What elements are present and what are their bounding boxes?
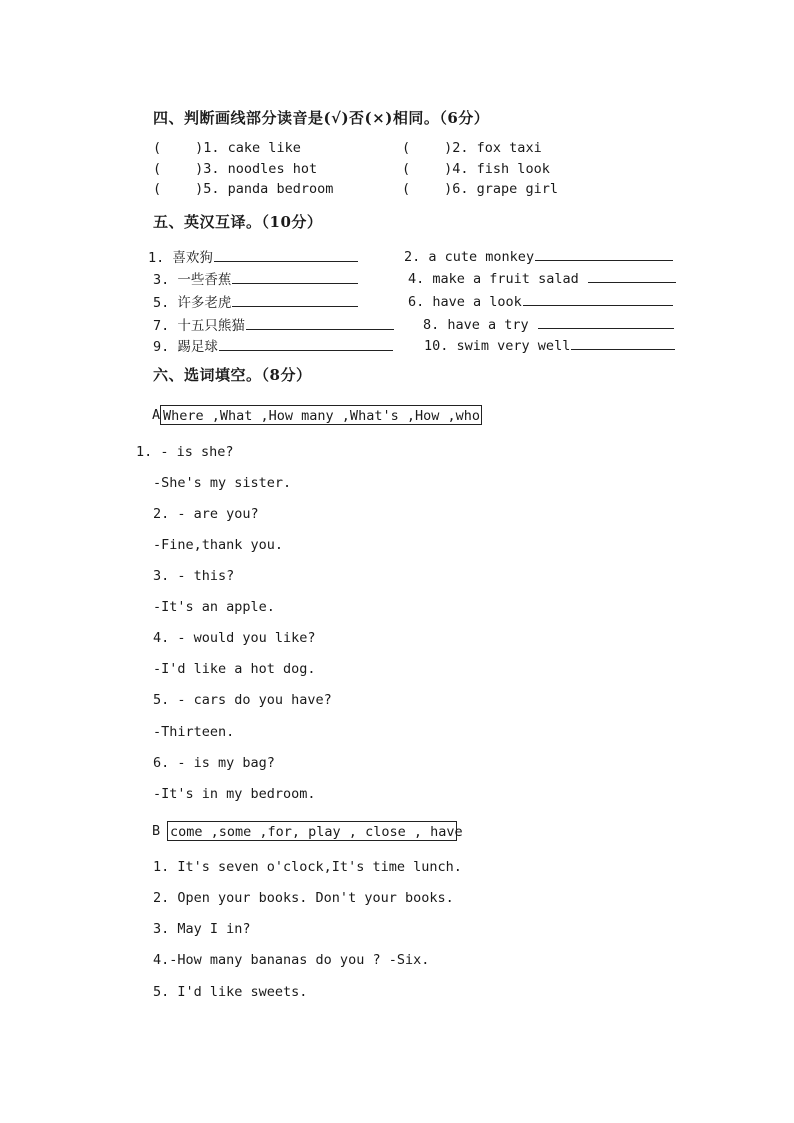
partA-word-bank: Where ,What ,How many ,What's ,How ,who <box>160 405 482 425</box>
s4-item-2 <box>402 140 542 156</box>
section6-title: 六、选词填空。（8分） <box>153 366 312 384</box>
item-num: 6. <box>408 294 425 310</box>
answer-blank[interactable] <box>219 336 393 351</box>
item-text: a cute monkey <box>428 249 535 265</box>
partA-line-6: -It's an apple. <box>153 599 275 615</box>
paren: ( <box>402 181 411 197</box>
s5-item-3 <box>153 268 358 288</box>
partA-line-11: 6. - is my bag? <box>153 755 275 771</box>
item-text: 喜欢狗 <box>172 250 213 266</box>
partA-line-4: -Fine,thank you. <box>153 537 284 553</box>
item-num: 7. <box>153 318 170 334</box>
s5-item-9 <box>153 335 393 355</box>
s5-item-2 <box>404 246 673 265</box>
item-num: 5. <box>153 295 170 311</box>
s5-item-8 <box>423 314 674 333</box>
item-text: panda bedroom <box>227 181 334 197</box>
partA-line-8: -I'd like a hot dog. <box>153 661 316 677</box>
s5-item-5 <box>153 291 358 311</box>
item-num: 2. <box>404 249 421 265</box>
item-num: 10. <box>424 338 449 354</box>
item-text: noodles hot <box>227 161 318 177</box>
s4-item-5 <box>153 181 333 197</box>
partB-line-5: 5. I'd like sweets. <box>153 984 308 1000</box>
answer-blank[interactable] <box>214 247 358 262</box>
partA-letter: A <box>152 407 161 423</box>
item-num: )3. <box>195 161 220 177</box>
item-text: fish look <box>476 161 550 177</box>
s4-item-6 <box>402 181 558 197</box>
partA-line-7: 4. - would you like? <box>153 630 316 646</box>
partB-line-3: 3. May I in? <box>153 921 251 937</box>
s4-item-4 <box>402 161 550 177</box>
item-num: )4. <box>444 161 469 177</box>
answer-blank[interactable] <box>588 268 676 283</box>
paren: ( <box>153 161 162 177</box>
s5-item-4 <box>408 268 676 287</box>
answer-blank[interactable] <box>538 314 674 329</box>
item-num: )1. <box>195 140 220 156</box>
item-num: 4. <box>408 271 425 287</box>
paren: ( <box>153 140 162 156</box>
item-num: 8. <box>423 317 440 333</box>
partA-line-2: -She's my sister. <box>153 475 292 491</box>
partA-line-3: 2. - are you? <box>153 506 259 522</box>
item-text: fox taxi <box>476 140 542 156</box>
item-text: swim very well <box>456 338 571 354</box>
item-text: 一些香蕉 <box>177 272 232 288</box>
item-text: 踢足球 <box>177 339 218 355</box>
partA-line-5: 3. - this? <box>153 568 235 584</box>
answer-blank[interactable] <box>571 335 675 350</box>
partA-line-9: 5. - cars do you have? <box>153 692 332 708</box>
item-num: )6. <box>444 181 469 197</box>
s5-item-6 <box>408 291 673 310</box>
section4-title: 四、判断画线部分读音是(√)否(×)相同。（6分） <box>153 109 490 127</box>
partB-line-4: 4.-How many bananas do you ? -Six. <box>153 952 430 968</box>
partB-line-1: 1. It's seven o'clock,It's time lunch. <box>153 859 462 875</box>
s5-item-10 <box>424 335 675 354</box>
partA-line-12: -It's in my bedroom. <box>153 786 316 802</box>
item-text: have a try <box>447 317 529 333</box>
item-num: )5. <box>195 181 220 197</box>
paren: ( <box>153 181 162 197</box>
item-text: have a look <box>432 294 522 310</box>
paren: ( <box>402 140 411 156</box>
item-num: 1. <box>148 250 165 266</box>
partB-letter: B <box>152 823 161 839</box>
partB-line-2: 2. Open your books. Don't your books. <box>153 890 454 906</box>
s5-item-7 <box>153 314 394 334</box>
item-text: grape girl <box>476 181 558 197</box>
item-num: 3. <box>153 272 170 288</box>
item-num: 9. <box>153 339 170 355</box>
item-text: make a fruit salad <box>432 271 579 287</box>
partA-line-1: 1. - is she? <box>136 444 234 460</box>
item-text: 许多老虎 <box>177 295 232 311</box>
partA-line-10: -Thirteen. <box>153 724 235 740</box>
answer-blank[interactable] <box>246 315 394 330</box>
answer-blank[interactable] <box>535 246 673 261</box>
item-num: )2. <box>444 140 469 156</box>
partB-word-bank: come ,some ,for, play , close , have <box>167 821 457 841</box>
s4-item-3 <box>153 161 317 177</box>
s5-item-1 <box>148 246 358 266</box>
item-text: 十五只熊猫 <box>177 318 245 334</box>
item-text: cake like <box>227 140 301 156</box>
answer-blank[interactable] <box>232 292 358 307</box>
paren: ( <box>402 161 411 177</box>
answer-blank[interactable] <box>523 291 673 306</box>
s4-item-1 <box>153 140 301 156</box>
answer-blank[interactable] <box>232 269 358 284</box>
section5-title: 五、英汉互译。（10分） <box>153 213 323 231</box>
